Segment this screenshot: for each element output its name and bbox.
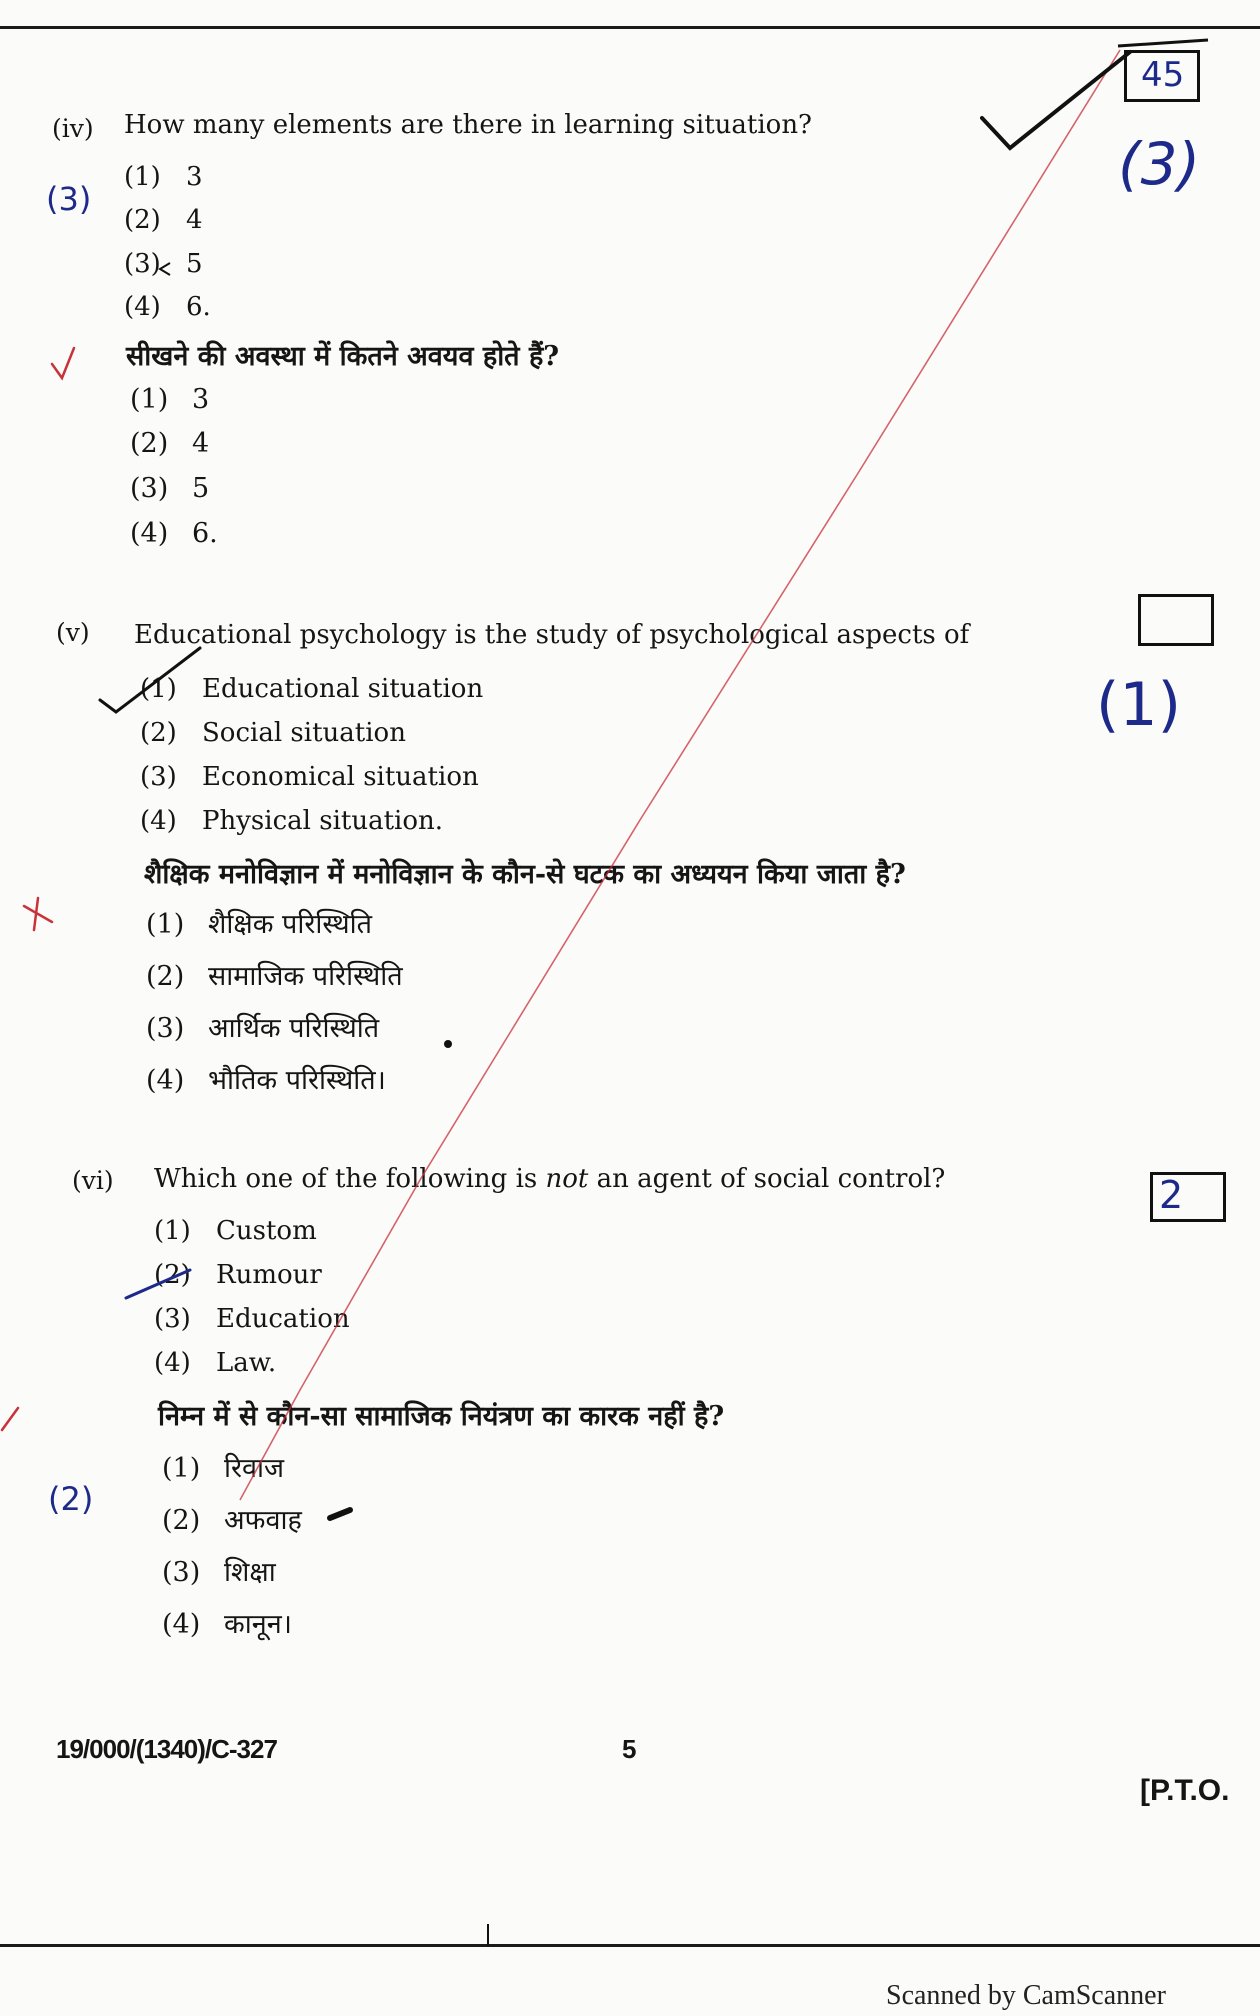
q4-hi-option-4: (4) 6.	[130, 518, 218, 549]
q5-margin-answer: (1)	[1096, 670, 1181, 740]
red-cross-q5	[24, 898, 52, 930]
q4-en-option-2: (2) 4	[124, 205, 203, 235]
q4-hi-option-3: (3) 5	[130, 473, 210, 504]
question-vi-text-hi: निम्न में से कौन-सा सामाजिक नियंत्रण का कारक नहीं है?	[158, 1401, 725, 1432]
q5-en-option-3: (3) Economical situation	[140, 762, 479, 792]
q5-hi-option-2: (2) सामाजिक परिस्थिति	[146, 961, 403, 992]
question-vi-label: (vi)	[72, 1166, 114, 1195]
paper-code: 19/000/(1340)/C-327	[56, 1734, 277, 1764]
score-box	[1124, 50, 1200, 102]
q6-hi-option-1: (1) रिवाज	[162, 1453, 285, 1484]
q5-en-option-1: (1) Educational situation	[140, 674, 484, 704]
ink-blob-q6	[330, 1510, 350, 1518]
q6-box-mark: 2	[1159, 1173, 1184, 1217]
question-v-text-en: Educational psychology is the study of psychological aspects of	[134, 620, 970, 650]
bottom-rule	[0, 1944, 1260, 1947]
q5-hi-option-1: (1) शैक्षिक परिस्थिति	[146, 909, 372, 940]
q4-hi-option-1: (1) 3	[130, 384, 210, 415]
q4-hi-option-2: (2) 4	[130, 428, 210, 459]
not-emphasis: not	[545, 1164, 589, 1194]
large-check-mark	[982, 52, 1130, 148]
q5-en-option-2: (2) Social situation	[140, 718, 406, 748]
q6-hi-option-4: (4) कानून।	[162, 1609, 292, 1640]
q5-hi-option-3: (3) आर्थिक परिस्थिति	[146, 1013, 380, 1044]
q5-en-option-4: (4) Physical situation.	[140, 806, 444, 836]
q4-en-option-4: (4) 6.	[124, 292, 211, 322]
q4-en-option-3: (3) 5	[124, 249, 203, 279]
question-iv-text-hi: सीखने की अवस्था में कितने अवयव होते हैं?	[126, 341, 560, 372]
score-box-stroke	[1118, 40, 1208, 46]
q4-margin-answer: (3)	[1118, 130, 1201, 198]
q4-handwritten-answer: (3)	[46, 180, 92, 218]
page-number: 5	[622, 1734, 636, 1764]
q6-hi-option-3: (3) शिक्षा	[162, 1557, 276, 1588]
question-iv-label: (iv)	[52, 114, 94, 143]
q5-answer-box	[1138, 594, 1214, 646]
q4-en-option-1: (1) 3	[124, 162, 203, 192]
pto-label: [P.T.O.	[1140, 1774, 1230, 1807]
ink-dot	[444, 1040, 452, 1048]
q6-answer-box	[1150, 1172, 1226, 1222]
q6-handwritten-answer: (2)	[48, 1480, 94, 1518]
q6-en-option-4: (4) Law.	[154, 1348, 277, 1378]
question-v-label: (v)	[56, 618, 90, 647]
q6-en-option-2: (2) Rumour	[154, 1260, 322, 1290]
red-tick-q4	[52, 348, 74, 378]
question-iv-text-en: How many elements are there in learning situation?	[124, 110, 812, 140]
q6-en-option-1: (1) Custom	[154, 1216, 317, 1246]
question-vi-text-en: Which one of the following is not an agent of social control?	[154, 1164, 946, 1194]
red-tick-q6	[2, 1408, 18, 1430]
question-v-text-hi: शैक्षिक मनोविज्ञान में मनोविज्ञान के कौन-से घटक का अध्ययन किया जाता है?	[144, 859, 906, 890]
score-value: 45	[1141, 55, 1185, 95]
q6-en-option-3: (3) Education	[154, 1304, 350, 1334]
q5-hi-option-4: (4) भौतिक परिस्थिति।	[146, 1065, 386, 1096]
q6-hi-option-2: (2) अफवाह	[162, 1505, 302, 1536]
scanner-watermark: Scanned by CamScanner	[886, 1980, 1166, 2011]
top-rule	[0, 26, 1260, 29]
